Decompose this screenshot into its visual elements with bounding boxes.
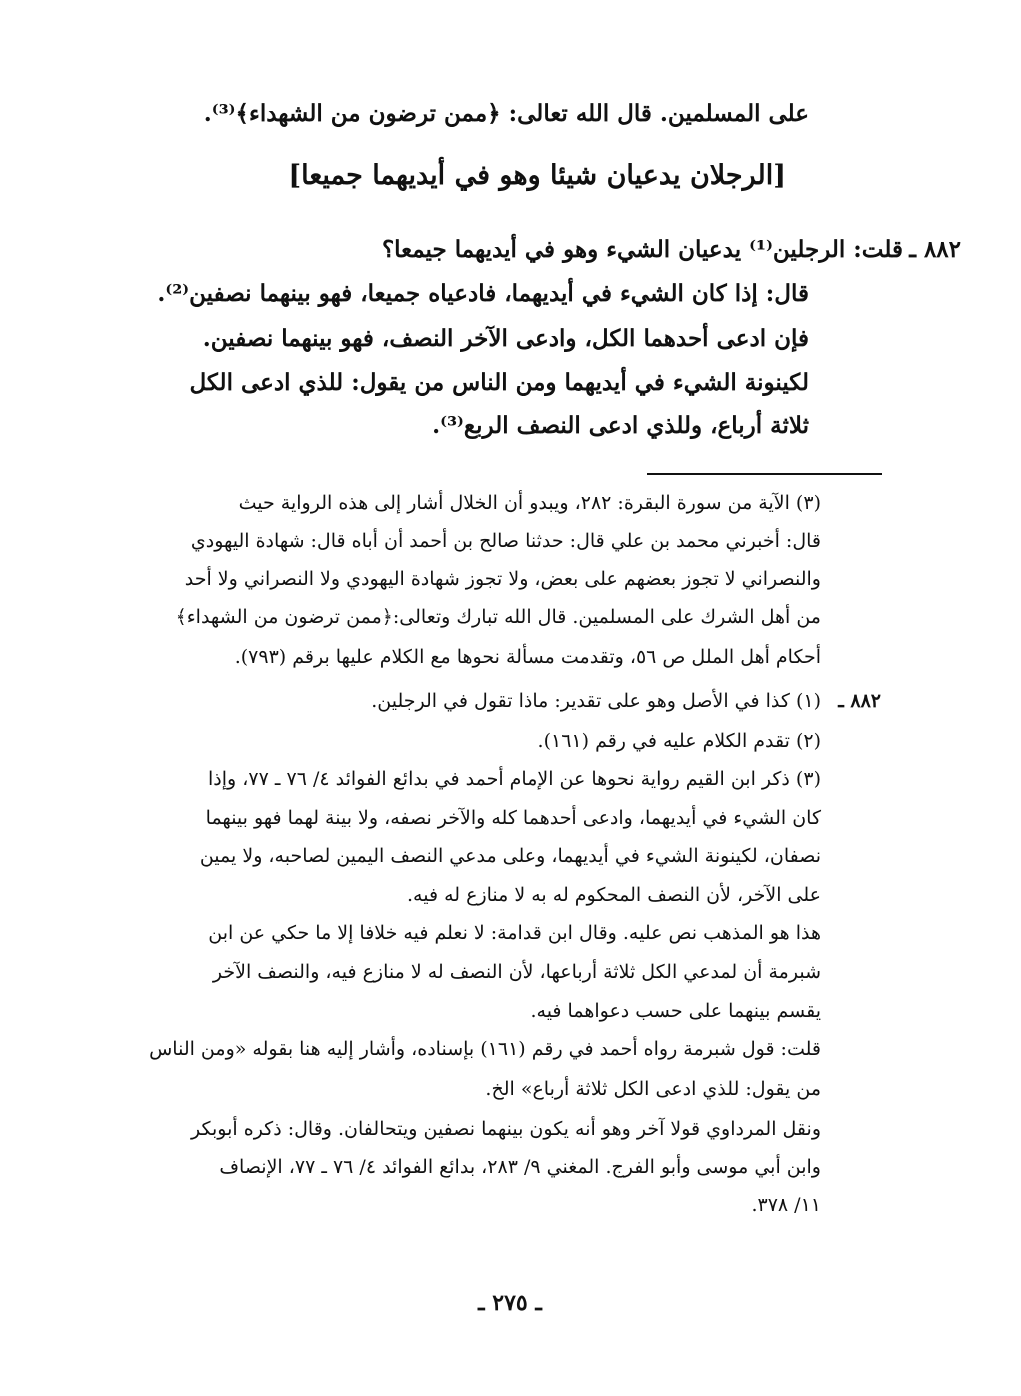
footnote-line: على الآخر، لأن النصف المحكوم له به لا منازع له فيه. bbox=[407, 884, 821, 906]
issue-number: ٨٨٢ ـ bbox=[909, 236, 961, 263]
issue-line: قلت: الرجلين⁽¹⁾ يدعيان الشيء وهو في أيديهما جيمعا؟ bbox=[381, 236, 903, 263]
footnote-issue-marker: ٨٨٢ ـ bbox=[838, 690, 881, 712]
footnote-line: هذا هو المذهب نص عليه. وقال ابن قدامة: لا نعلم فيه خلافا إلا ما حكي عن ابن bbox=[208, 922, 821, 944]
footnote-line: يقسم بينهما على حسب دعواهما فيه. bbox=[530, 1000, 821, 1022]
page-number: ـ ٢٧٥ ـ bbox=[478, 1290, 542, 1316]
footnote-line: من يقول: للذي ادعى الكل ثلاثة أرباع» الخ. bbox=[485, 1078, 821, 1100]
footnote-line: وابن أبي موسى وأبو الفرج. المغني ٩/ ٢٨٣، بدائع الفوائد ٤/ ٧٦ ـ ٧٧، الإنصاف bbox=[219, 1156, 821, 1178]
footnote-line: قلت: قول شبرمة رواه أحمد في رقم (١٦١) بإسناده، وأشار إليه هنا بقوله «ومن الناس bbox=[149, 1038, 821, 1060]
footnote-line: ١١/ ٣٧٨. bbox=[751, 1194, 821, 1216]
footnote-line: والنصراني لا تجوز بعضهم على بعض، ولا تجوز شهادة اليهودي ولا النصراني ولا أحد bbox=[184, 568, 821, 590]
footnote-line: شبرمة أن لمدعي الكل ثلاثة أرباعها، لأن النصف له لا منازع فيه، والنصف الآخر bbox=[212, 961, 821, 983]
footnote-line: كان الشيء في أيديهما، وادعى أحدهما كله والآخر نصفه، ولا بينة لهما فهو بينهما bbox=[205, 807, 821, 829]
issue-line: ثلاثة أرباع، وللذي ادعى النصف الربع⁽³⁾. bbox=[432, 412, 809, 439]
issue-line: فإن ادعى أحدهما الكل، وادعى الآخر النصف، فهو بينهما نصفين. bbox=[202, 325, 809, 352]
issue-line: قال: إذا كان الشيء في أيديهما، فادعياه جميعا، فهو بينهما نصفين⁽²⁾. bbox=[157, 280, 809, 307]
section-heading: [الرجلان يدعيان شيئا وهو في أيديهما جميعا] bbox=[288, 160, 786, 191]
footnote-line: أحكام أهل الملل ص ٥٦، وتقدمت مسألة نحوها مع الكلام عليها برقم (٧٩٣). bbox=[234, 646, 821, 668]
footnote-separator bbox=[647, 473, 882, 475]
footnote-line: (١) كذا في الأصل وهو على تقدير: ماذا تقول في الرجلين. bbox=[371, 690, 821, 712]
issue-line: لكينونة الشيء في أيديهما ومن الناس من يقول: للذي ادعى الكل bbox=[189, 369, 809, 396]
footnote-line: نصفان، لكينونة الشيء في أيديهما، وعلى مدعي النصف اليمين لصاحبه، ولا يمين bbox=[199, 845, 821, 867]
footnote-line: من أهل الشرك على المسلمين. قال الله تبارك وتعالى:﴿ممن ترضون من الشهداء﴾ bbox=[175, 606, 821, 628]
footnote-line: (٣) ذكر ابن القيم رواية نحوها عن الإمام أحمد في بدائع الفوائد ٤/ ٧٦ ـ ٧٧، وإذا bbox=[208, 768, 821, 790]
footnote-line: (٣) الآية من سورة البقرة: ٢٨٢، ويبدو أن الخلال أشار إلى هذه الرواية حيث bbox=[238, 492, 821, 514]
footnote-line: ونقل المرداوي قولا آخر وهو أنه يكون بينهما نصفين ويتحالفان. وقال: ذكره أبوبكر bbox=[191, 1118, 821, 1140]
top-line: على المسلمين. قال الله تعالى: ﴿ممن ترضون من الشهداء﴾⁽³⁾. bbox=[203, 100, 809, 127]
footnote-line: (٢) تقدم الكلام عليه في رقم (١٦١). bbox=[537, 730, 821, 752]
footnote-line: قال: أخبرني محمد بن علي قال: حدثنا صالح بن أحمد أن أباه قال: شهادة اليهودي bbox=[190, 530, 821, 552]
